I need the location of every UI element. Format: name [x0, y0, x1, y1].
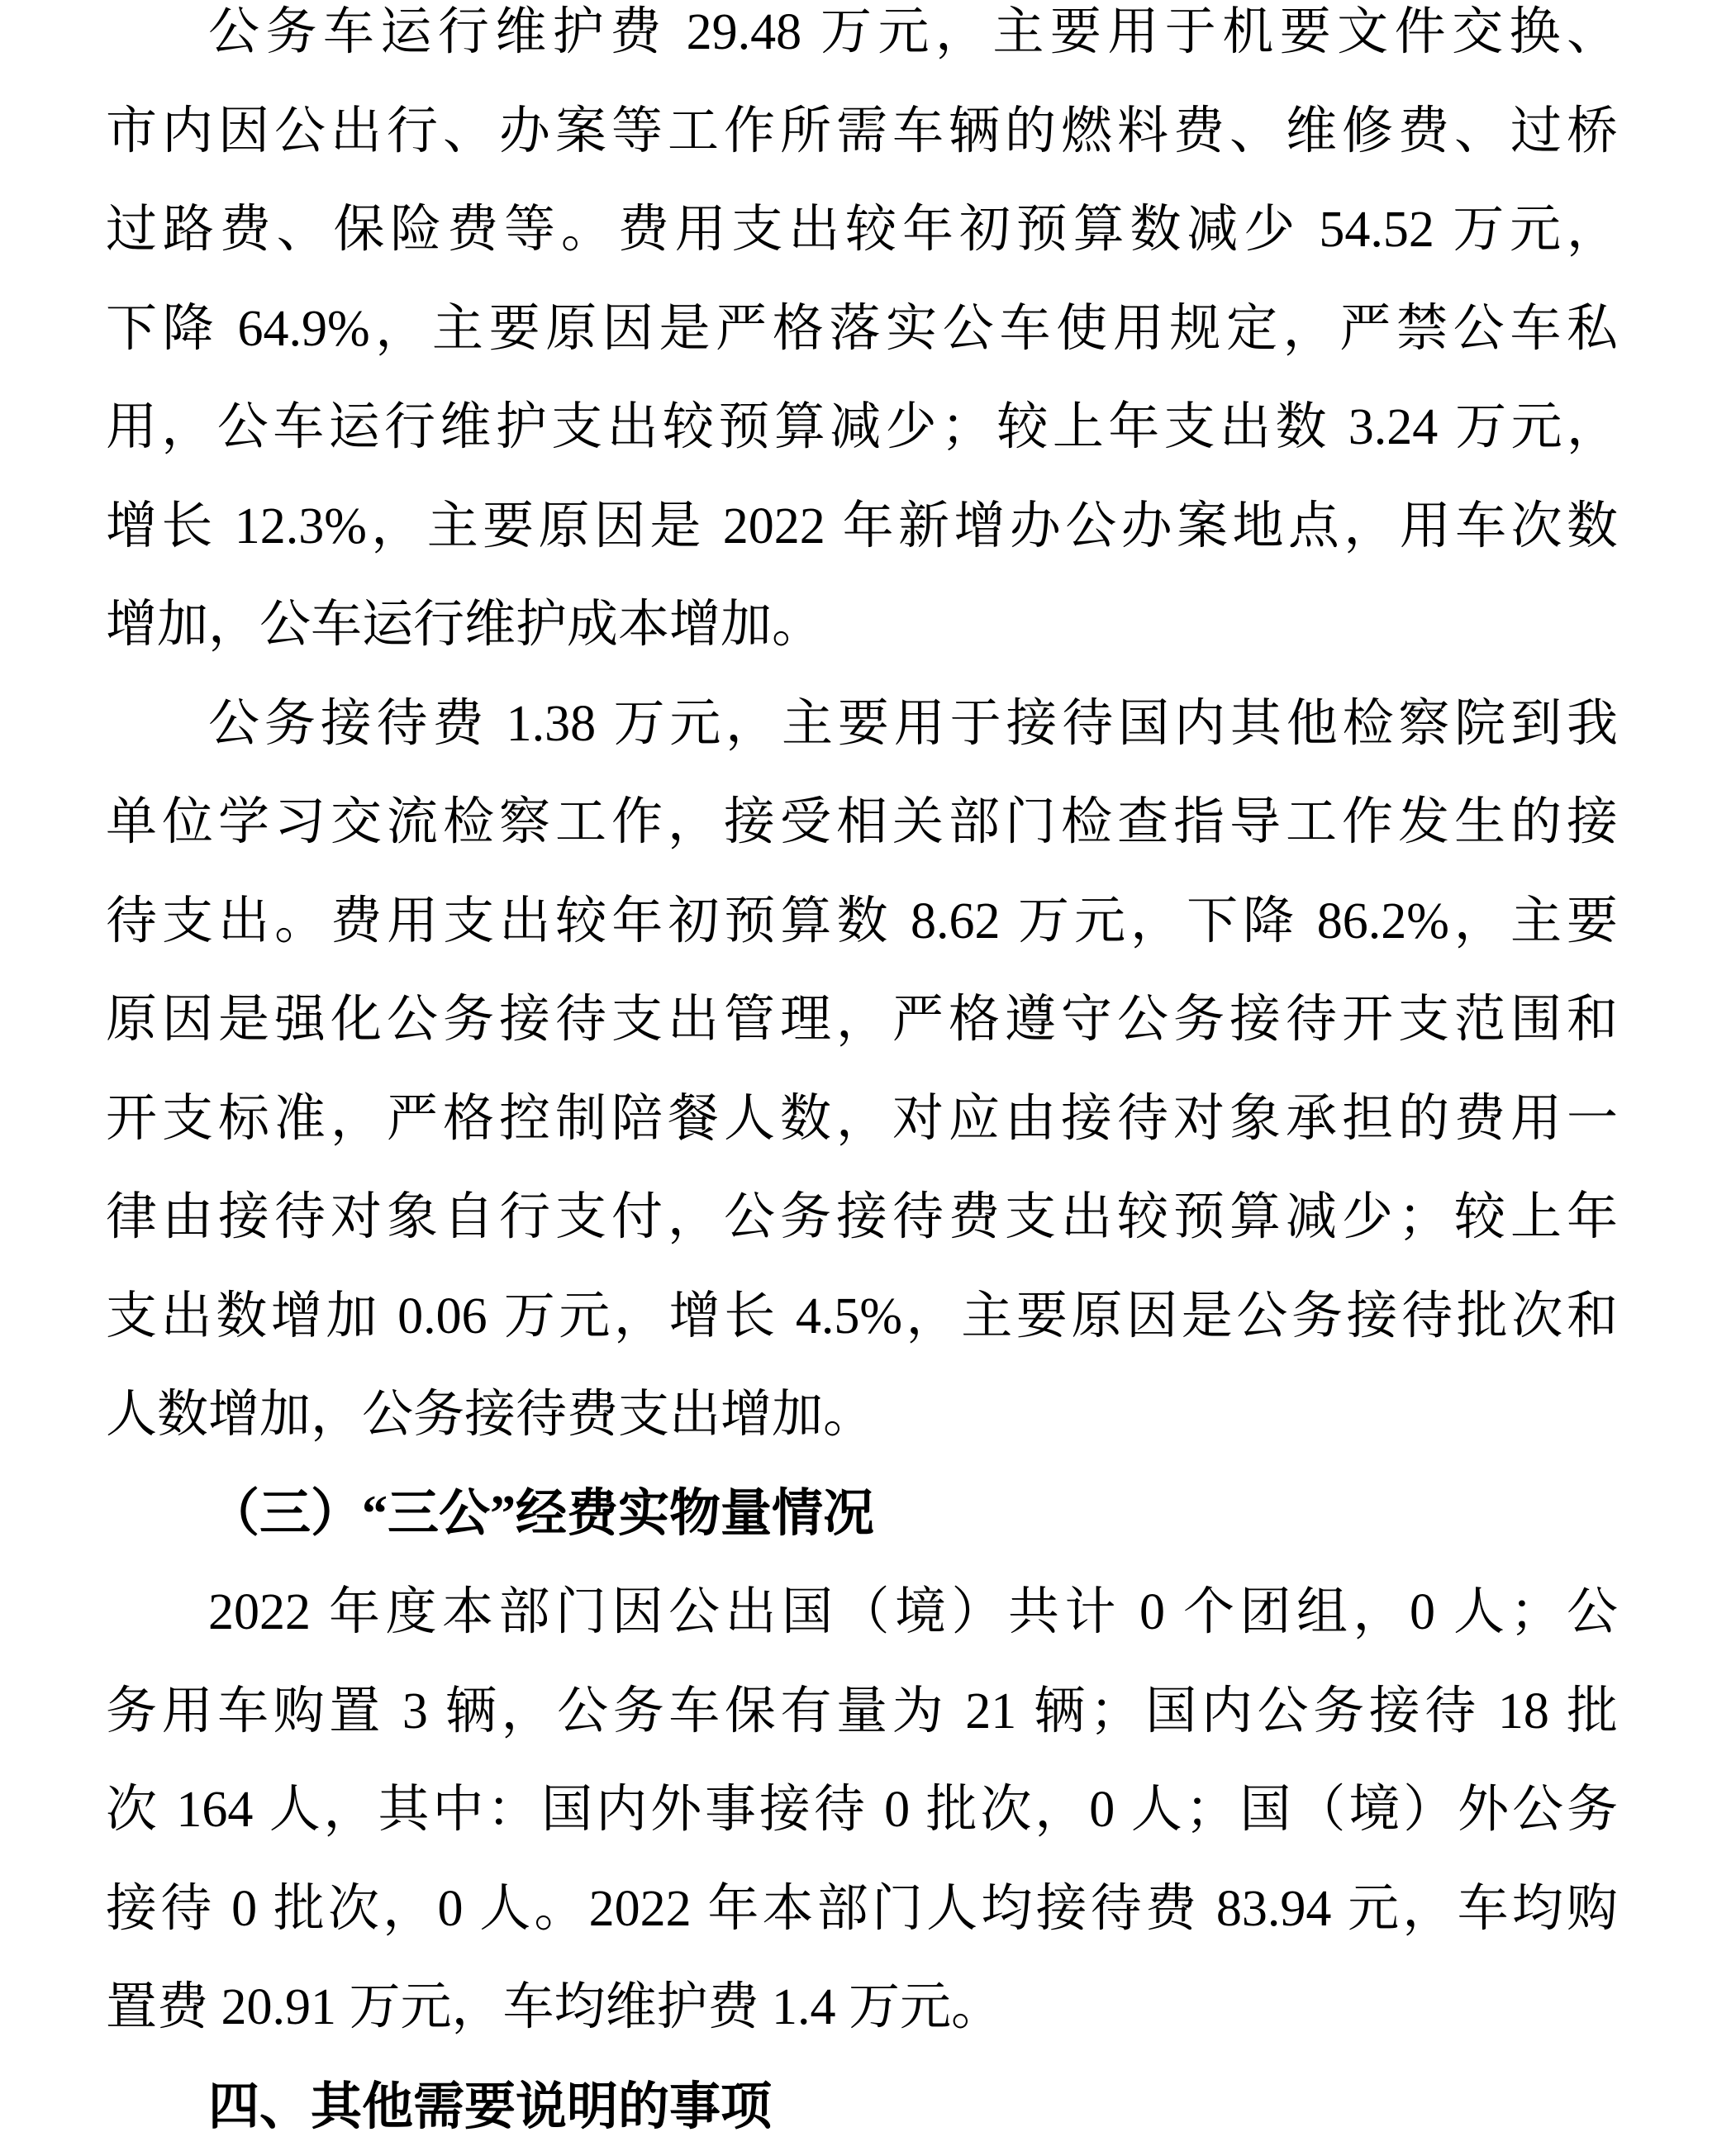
text-line: 务用车购置 3 辆，公务车保有量为 21 辆；国内公务接待 18 批 — [106, 1682, 1618, 1740]
text-line: 置费 20.91 万元，车均维护费 1.4 万元。 — [106, 1979, 1003, 2035]
para-official-reception-expenses — [106, 675, 1618, 1465]
text-line: 支出数增加 0.06 万元，增长 4.5%，主要原因是公务接待批次和 — [106, 1287, 1618, 1345]
text-line: 过路费、保险费等。费用支出较年初预算数减少 54.52 万元， — [106, 202, 1618, 258]
text-line: 下降 64.9%，主要原因是严格落实公车使用规定，严禁公车私 — [106, 300, 1618, 357]
para-official-vehicle-expenses — [106, 0, 1618, 675]
heading-three-public-funds-physical-quantity-line: （三）“三公”经费实物量情况 — [208, 1485, 875, 1542]
para-physical-quantity-details — [106, 1563, 1618, 2058]
text-line: 待支出。费用支出较年初预算数 8.62 万元，下降 86.2%，主要 — [106, 892, 1618, 949]
text-line: 单位学习交流检察工作，接受相关部门检查指导工作发生的接 — [106, 794, 1618, 850]
text-line: 律由接待对象自行支付，公务接待费支出较预算减少；较上年 — [106, 1189, 1618, 1245]
heading-other-matters — [106, 2058, 1618, 2156]
text-line: 用，公车运行维护支出较预算减少；较上年支出数 3.24 万元， — [106, 399, 1618, 455]
text-line: 市内因公出行、办案等工作所需车辆的燃料费、维修费、过桥 — [106, 102, 1618, 159]
text-block — [106, 0, 1618, 2156]
text-line: 人数增加，公务接待费支出增加。 — [106, 1387, 875, 1443]
text-line: 次 164 人，其中：国内外事接待 0 批次，0 人；国（境）外公务 — [106, 1782, 1618, 1838]
heading-other-matters-line: 四、其他需要说明的事项 — [208, 2077, 773, 2135]
text-line: 增长 12.3%，主要原因是 2022 年新增办公办案地点，用车次数 — [106, 497, 1618, 554]
text-line: 公务接待费 1.38 万元，主要用于接待国内其他检察院到我 — [208, 695, 1618, 752]
text-line: 接待 0 批次，0 人。2022 年本部门人均接待费 83.94 元，车均购 — [106, 1880, 1618, 1937]
heading-three-public-funds-physical-quantity — [106, 1465, 1618, 1564]
text-line: 2022 年度本部门因公出国（境）共计 0 个团组，0 人；公 — [208, 1584, 1618, 1640]
text-line: 原因是强化公务接待支出管理，严格遵守公务接待开支范围和 — [106, 992, 1618, 1048]
text-line: 增加，公车运行维护成本增加。 — [106, 597, 824, 653]
text-line: 开支标准，严格控制陪餐人数，对应由接待对象承担的费用一 — [106, 1090, 1618, 1147]
text-line: 公务车运行维护费 29.48 万元，主要用于机要文件交换、 — [208, 4, 1618, 60]
